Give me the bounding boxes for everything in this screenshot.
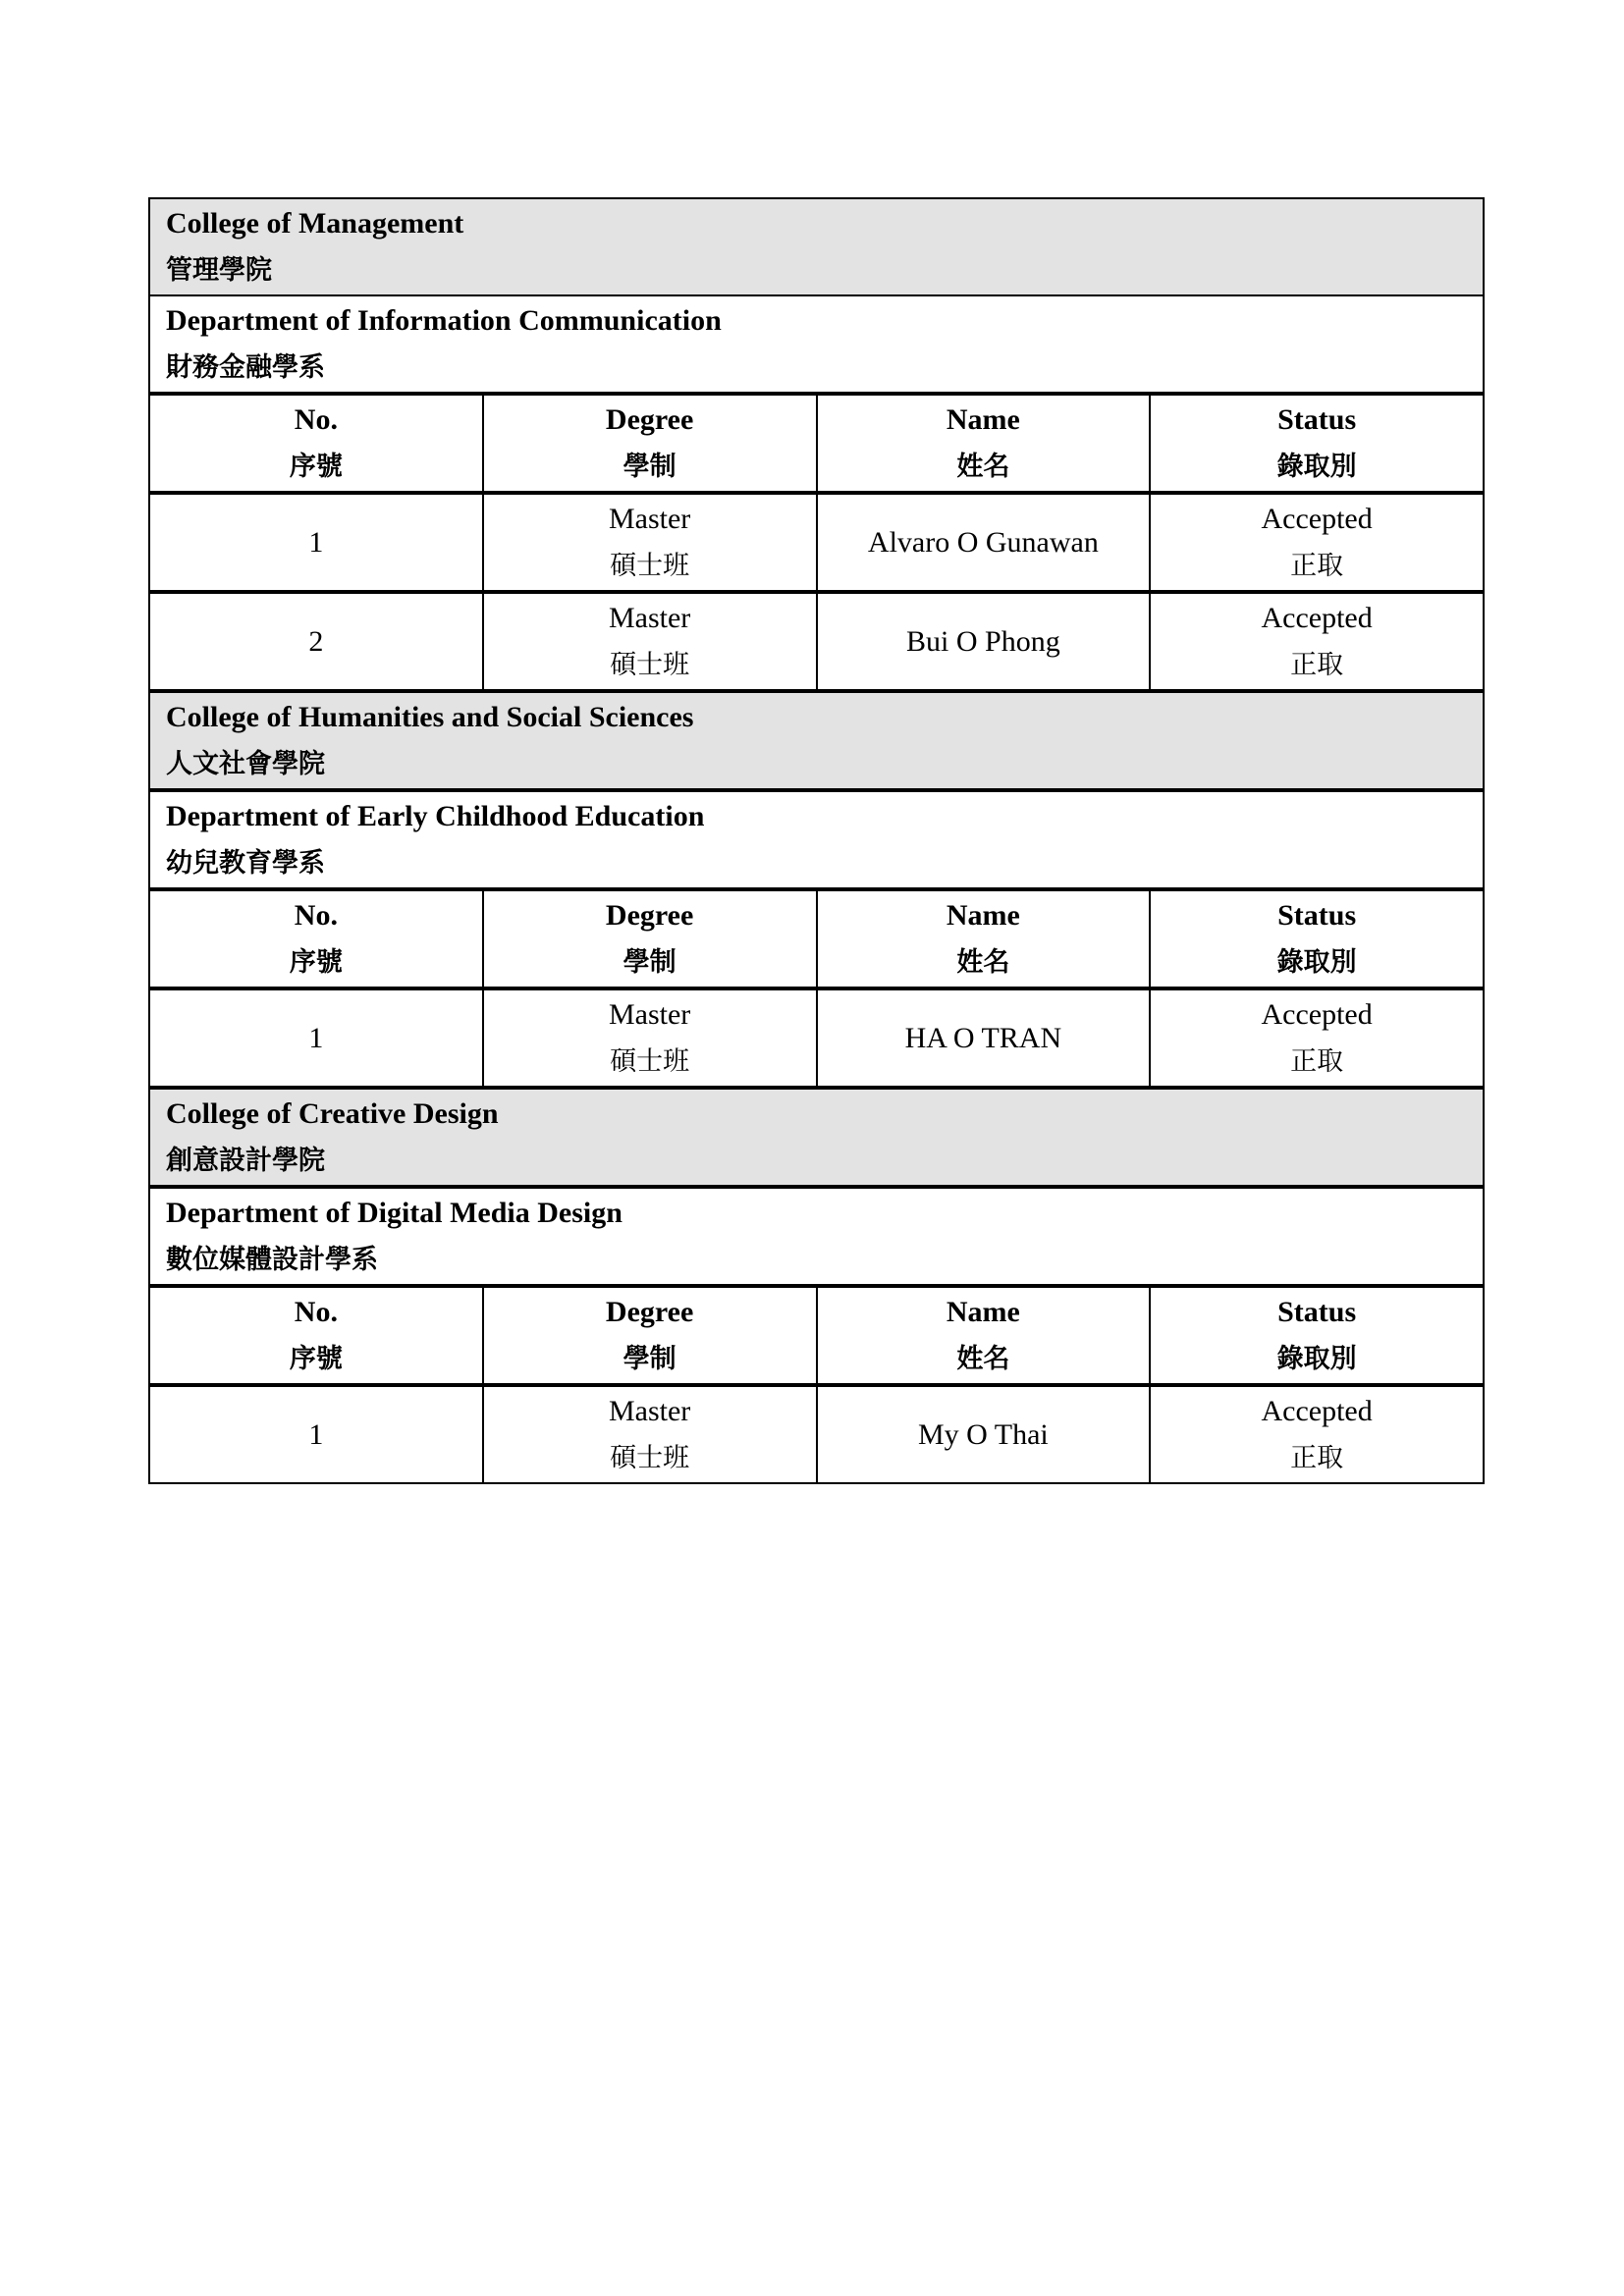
cell-degree: Master 碩士班 bbox=[483, 493, 817, 592]
column-header-row bbox=[149, 1286, 1484, 1385]
table-row bbox=[149, 592, 1484, 691]
header-status: Status 錄取別 bbox=[1150, 394, 1484, 493]
cell-status: Accepted 正取 bbox=[1150, 988, 1484, 1088]
header-name: Name 姓名 bbox=[817, 889, 1151, 988]
cell-status: Accepted 正取 bbox=[1150, 592, 1484, 691]
college-name-en: College of Creative Design bbox=[166, 1096, 499, 1130]
table-row bbox=[149, 1385, 1484, 1483]
cell-name: HA O TRAN bbox=[817, 988, 1151, 1088]
college-row bbox=[149, 691, 1484, 790]
college-name-zh: 管理學院 bbox=[166, 254, 272, 286]
cell-status: Accepted 正取 bbox=[1150, 493, 1484, 592]
header-no: No. 序號 bbox=[149, 394, 483, 493]
header-no: No. 序號 bbox=[149, 889, 483, 988]
cell-no: 2 bbox=[149, 592, 483, 691]
college-row bbox=[149, 1088, 1484, 1187]
cell-name: My O Thai bbox=[817, 1385, 1151, 1483]
header-name: Name 姓名 bbox=[817, 394, 1151, 493]
table-row bbox=[149, 493, 1484, 592]
header-degree: Degree 學制 bbox=[483, 1286, 817, 1385]
cell-no: 1 bbox=[149, 493, 483, 592]
department-name-en: Department of Information Communication bbox=[166, 303, 722, 337]
header-degree: Degree 學制 bbox=[483, 394, 817, 493]
admission-results-table bbox=[148, 197, 1485, 1484]
department-name-zh: 財務金融學系 bbox=[166, 351, 325, 383]
cell-degree: Master 碩士班 bbox=[483, 988, 817, 1088]
cell-no: 1 bbox=[149, 1385, 483, 1483]
cell-name: Bui O Phong bbox=[817, 592, 1151, 691]
department-row bbox=[149, 1187, 1484, 1286]
department-name-zh: 數位媒體設計學系 bbox=[166, 1244, 378, 1275]
header-name: Name 姓名 bbox=[817, 1286, 1151, 1385]
college-row bbox=[149, 198, 1484, 295]
department-name-zh: 幼兒教育學系 bbox=[166, 847, 325, 879]
cell-degree: Master 碩士班 bbox=[483, 1385, 817, 1483]
department-row bbox=[149, 295, 1484, 394]
department-name-en: Department of Digital Media Design bbox=[166, 1196, 623, 1229]
header-degree: Degree 學制 bbox=[483, 889, 817, 988]
cell-no: 1 bbox=[149, 988, 483, 1088]
college-name-zh: 人文社會學院 bbox=[166, 748, 325, 779]
table-row bbox=[149, 988, 1484, 1088]
header-no: No. 序號 bbox=[149, 1286, 483, 1385]
column-header-row bbox=[149, 394, 1484, 493]
column-header-row bbox=[149, 889, 1484, 988]
cell-status: Accepted 正取 bbox=[1150, 1385, 1484, 1483]
header-status: Status 錄取別 bbox=[1150, 889, 1484, 988]
department-name-en: Department of Early Childhood Education bbox=[166, 799, 705, 832]
college-name-en: College of Humanities and Social Sciences bbox=[166, 700, 694, 733]
cell-degree: Master 碩士班 bbox=[483, 592, 817, 691]
college-name-zh: 創意設計學院 bbox=[166, 1145, 325, 1176]
cell-name: Alvaro O Gunawan bbox=[817, 493, 1151, 592]
header-status: Status 錄取別 bbox=[1150, 1286, 1484, 1385]
department-row bbox=[149, 790, 1484, 889]
college-name-en: College of Management bbox=[166, 206, 464, 240]
